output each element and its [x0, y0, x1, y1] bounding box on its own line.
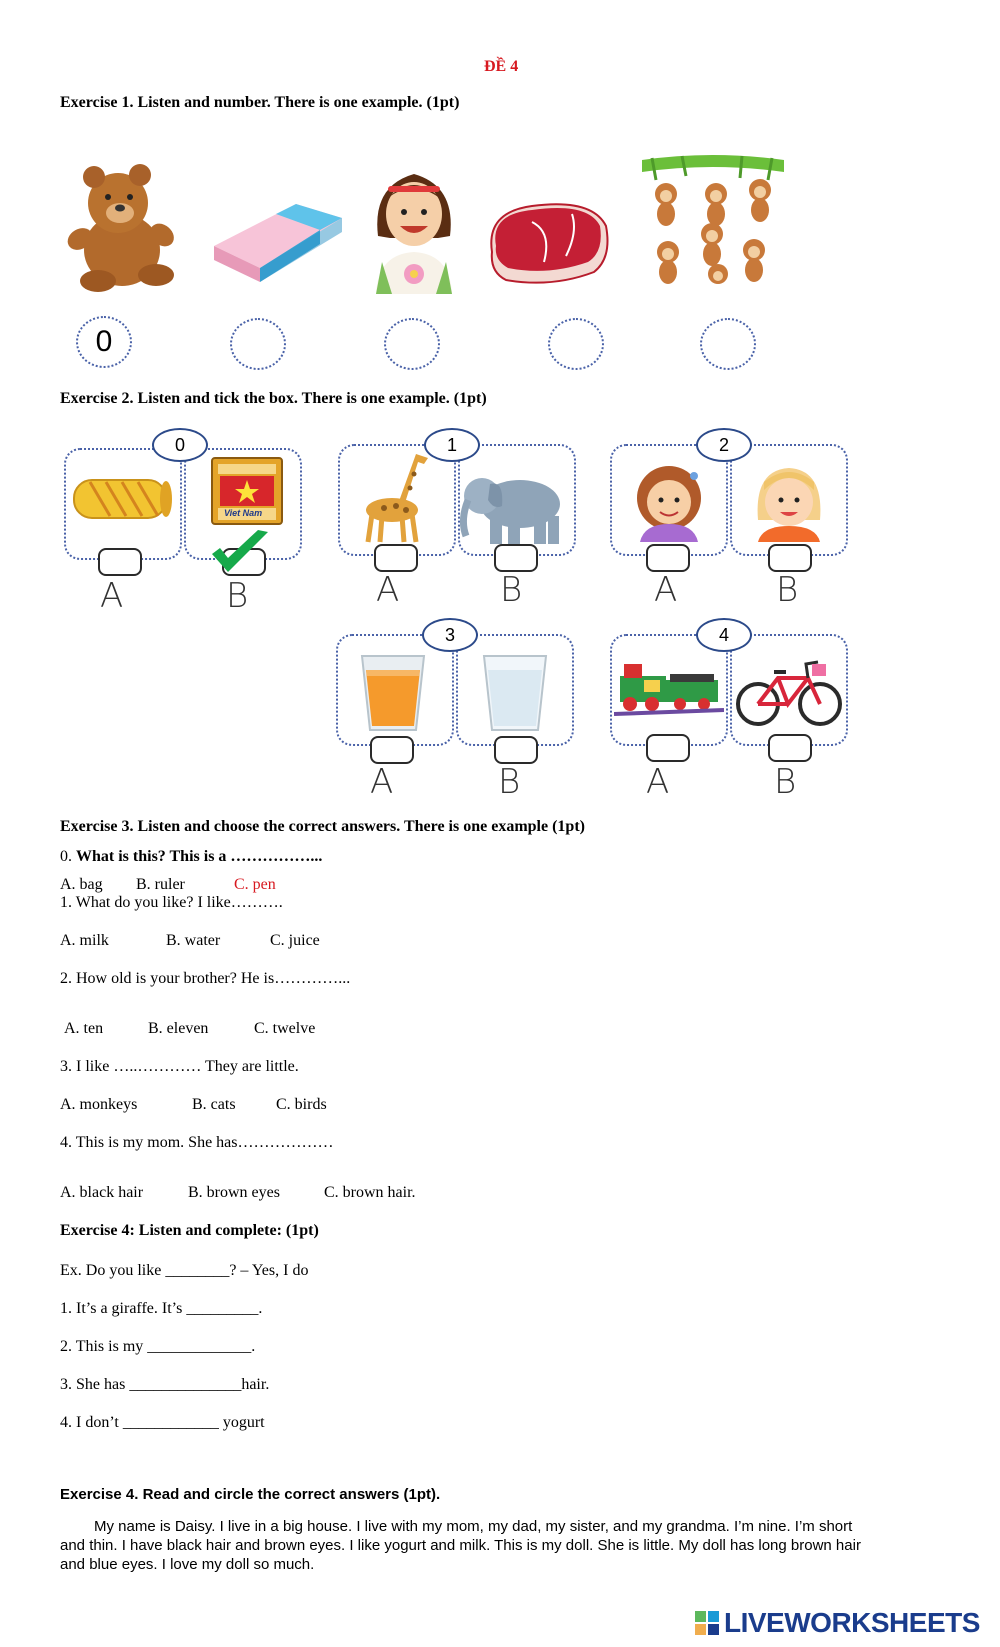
group-1-label-a: A	[376, 570, 400, 610]
group-2-label-b: B	[776, 570, 799, 610]
example-question-text: What is this? This is a ……………...	[76, 848, 323, 865]
group-1-checkbox-a[interactable]	[374, 544, 418, 572]
example-question	[60, 848, 322, 866]
group-0-checkbox-a[interactable]	[98, 548, 142, 576]
example-option-a: A. bag	[60, 876, 103, 893]
eraser-icon	[206, 196, 346, 286]
group-1-label-b: B	[500, 570, 523, 610]
elephant-icon	[460, 470, 568, 546]
exercise-2-heading: Exercise 2. Listen and tick the box. There is one example. (1pt)	[60, 390, 487, 407]
q2-option-a[interactable]: A. ten	[64, 1020, 104, 1037]
q1-option-c[interactable]: C. juice	[270, 932, 320, 949]
example-prefix: 0.	[60, 848, 76, 865]
group-0-number: 0	[152, 428, 208, 462]
group-2-checkbox-b[interactable]	[768, 544, 812, 572]
girl-blond-hair-icon	[746, 460, 832, 542]
liveworksheets-logo	[694, 1606, 994, 1640]
teddy-bear-icon	[58, 155, 186, 295]
reading-passage-line-1: My name is Daisy. I live in a big house. I live with my mom, my dad, my sister, and my grandma. I’m nine. I’m short	[94, 1518, 853, 1535]
question-3: 3. I like …..………… They are little.	[60, 1058, 299, 1075]
group-2-number: 2	[696, 428, 752, 462]
exercise-4-heading: Exercise 4: Listen and complete: (1pt)	[60, 1222, 319, 1239]
group-3-label-a: A	[370, 762, 394, 802]
answer-circle-2[interactable]	[384, 318, 440, 370]
page-title: ĐỀ 4	[484, 58, 519, 75]
example-option-c: C. pen	[234, 876, 276, 893]
group-0-label-a: A	[100, 576, 124, 616]
group-3-checkbox-b[interactable]	[494, 736, 538, 764]
q3-option-a[interactable]: A. monkeys	[60, 1096, 138, 1113]
exercise-1-heading: Exercise 1. Listen and number. There is one example. (1pt)	[60, 94, 460, 111]
q2-option-b[interactable]: B. eleven	[148, 1020, 209, 1037]
reading-heading: Exercise 4. Read and circle the correct answers (1pt).	[60, 1486, 441, 1503]
answer-circle-0: 0	[76, 316, 132, 368]
q3-option-c[interactable]: C. birds	[276, 1096, 327, 1113]
vietnam-book-icon	[210, 456, 284, 526]
train-icon	[614, 656, 724, 720]
answer-circle-4[interactable]	[700, 318, 756, 370]
q3-option-b[interactable]: B. cats	[192, 1096, 236, 1113]
question-4: 4. This is my mom. She has………………	[60, 1134, 334, 1151]
group-4-label-b: B	[774, 762, 797, 802]
group-2-checkbox-a[interactable]	[646, 544, 690, 572]
q4-option-a[interactable]: A. black hair	[60, 1184, 144, 1201]
group-4-checkbox-a[interactable]	[646, 734, 690, 762]
group-1-number: 1	[424, 428, 480, 462]
q2-option-c[interactable]: C. twelve	[254, 1020, 316, 1037]
exercise-3-heading: Exercise 3. Listen and choose the correct answers. There is one example (1pt)	[60, 818, 585, 835]
liveworksheets-logo-text: LIVEWORKSHEETS	[724, 1607, 980, 1638]
group-4-number: 4	[696, 618, 752, 652]
group-3-number: 3	[422, 618, 478, 652]
q4-option-b[interactable]: B. brown eyes	[188, 1184, 280, 1201]
group-3-label-b: B	[498, 762, 521, 802]
q4-option-c[interactable]: C. brown hair.	[324, 1184, 416, 1201]
group-2-label-a: A	[654, 570, 678, 610]
complete-line-3[interactable]: 3. She has ______________hair.	[60, 1376, 270, 1393]
juice-glass-icon	[358, 652, 428, 732]
complete-line-4[interactable]: 4. I don’t ____________ yogurt	[60, 1414, 265, 1431]
complete-line-example[interactable]: Ex. Do you like ________? – Yes, I do	[60, 1262, 309, 1279]
complete-line-2[interactable]: 2. This is my _____________.	[60, 1338, 256, 1355]
group-3-checkbox-a[interactable]	[370, 736, 414, 764]
water-glass-icon	[480, 652, 550, 732]
girl-brown-hair-icon	[626, 462, 712, 542]
q1-option-a[interactable]: A. milk	[60, 932, 109, 949]
reading-passage-line-3: and blue eyes. I love my doll so much.	[60, 1556, 315, 1573]
meat-icon	[482, 192, 612, 292]
group-1-checkbox-b[interactable]	[494, 544, 538, 572]
example-option-b: B. ruler	[136, 876, 185, 893]
reading-passage-line-2: and thin. I have black hair and brown eyes. I like yogurt and milk. This is my doll. She is little. My doll has long brown hair	[60, 1537, 861, 1554]
answer-circle-1[interactable]	[230, 318, 286, 370]
q1-option-b[interactable]: B. water	[166, 932, 221, 949]
group-0-label-b: B	[226, 576, 249, 616]
answer-circle-3[interactable]	[548, 318, 604, 370]
liveworksheets-logo-icon	[694, 1610, 720, 1636]
bicycle-icon	[734, 654, 844, 728]
check-mark-icon	[208, 528, 272, 578]
vietnam-book-label: Viet Nam	[224, 508, 263, 518]
pencil-case-icon	[70, 474, 174, 524]
group-4-label-a: A	[646, 762, 670, 802]
complete-line-1[interactable]: 1. It’s a giraffe. It’s _________.	[60, 1300, 263, 1317]
girl-icon	[368, 166, 460, 294]
giraffe-icon	[358, 448, 440, 544]
question-1: 1. What do you like? I like……….	[60, 894, 283, 911]
monkeys-icon	[642, 154, 784, 290]
group-4-checkbox-b[interactable]	[768, 734, 812, 762]
question-2: 2. How old is your brother? He is…………...	[60, 970, 351, 987]
